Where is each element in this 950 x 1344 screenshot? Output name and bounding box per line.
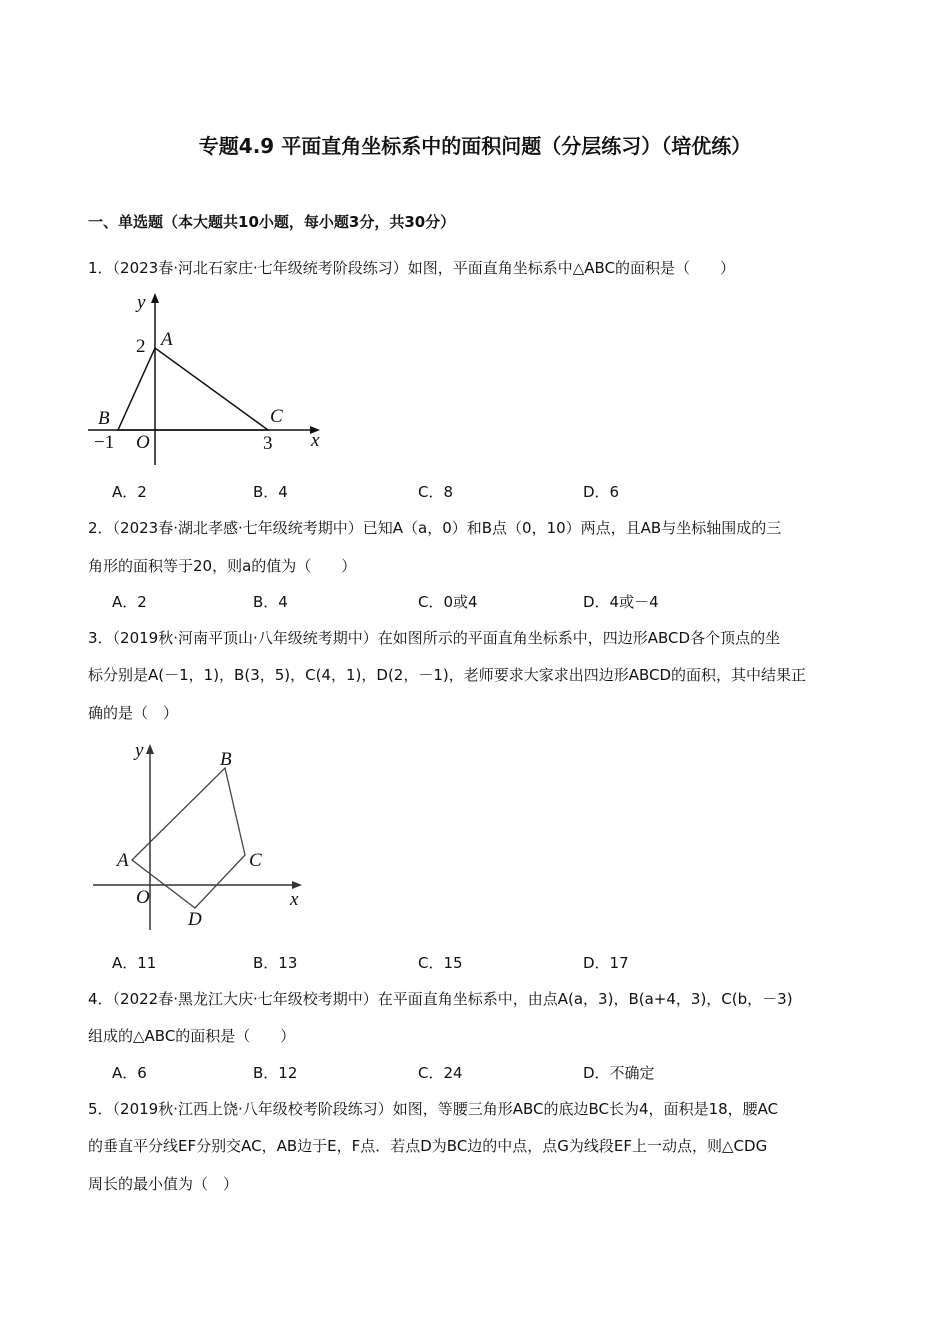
- question-3-text: 标分别是A(－1，1)，B(3，5)，C(4，1)，D(2，－1)，老师要求大家求出四边形ABCD的面积，其中结果正: [88, 666, 807, 684]
- figure-q1-triangle: [88, 292, 320, 465]
- question-3-text: 确的是（ ）: [88, 704, 179, 722]
- question-4-text: 组成的△ABC的面积是（ ）: [88, 1027, 296, 1045]
- question-4-text: 4．（2022春·黑龙江大庆·七年级校考期中）在平面直角坐标系中，由点A(a，3)，B(a+4，3)，C(b，－3): [88, 990, 793, 1008]
- label-d: D: [188, 909, 202, 930]
- option-b[interactable]: B．13: [253, 954, 298, 972]
- option-a[interactable]: A．11: [112, 954, 157, 972]
- label-2: 2: [136, 336, 146, 357]
- question-1-text: 1．（2023春·河北石家庄·七年级统考阶段练习）如图，平面直角坐标系中△ABC的面积是（ ）: [88, 259, 736, 277]
- section-heading: 一、单选题（本大题共10小题，每小题3分，共30分）: [88, 213, 456, 231]
- figure-q3-quadrilateral: [93, 740, 302, 930]
- question-5-text: 的垂直平分线EF分别交AC，AB边于E，F点．若点D为BC边的中点，点G为线段EF上一动点，则△CDG: [88, 1137, 768, 1155]
- label-3: 3: [263, 433, 273, 454]
- label-neg1: −1: [94, 432, 115, 453]
- option-d[interactable]: D．17: [583, 954, 629, 972]
- label-y: y: [137, 292, 146, 313]
- y-arrow-icon: [146, 744, 154, 754]
- label-c: C: [270, 406, 283, 427]
- label-a: A: [117, 850, 129, 871]
- option-a[interactable]: A．2: [112, 483, 147, 501]
- option-a[interactable]: A．6: [112, 1064, 147, 1082]
- option-c[interactable]: C．8: [418, 483, 454, 501]
- option-b[interactable]: B．4: [253, 483, 288, 501]
- option-c[interactable]: C．24: [418, 1064, 463, 1082]
- question-3-text: 3．（2019秋·河南平顶山·八年级统考期中）在如图所示的平面直角坐标系中，四边形ABCD各个顶点的坐: [88, 629, 781, 647]
- option-b[interactable]: B．12: [253, 1064, 298, 1082]
- y-arrow-icon: [151, 293, 159, 303]
- label-x: x: [290, 889, 299, 910]
- triangle-abc: [118, 348, 268, 430]
- question-5-text: 周长的最小值为（ ）: [88, 1175, 239, 1193]
- label-a: A: [161, 329, 173, 350]
- page-title: 专题4.9 平面直角坐标系中的面积问题（分层练习）（培优练）: [198, 134, 752, 158]
- option-d[interactable]: D．4或－4: [583, 593, 659, 611]
- label-y: y: [135, 740, 144, 761]
- option-a[interactable]: A．2: [112, 593, 147, 611]
- option-b[interactable]: B．4: [253, 593, 288, 611]
- option-d[interactable]: D．不确定: [583, 1064, 655, 1082]
- label-b: B: [98, 408, 110, 429]
- option-c[interactable]: C．0或4: [418, 593, 478, 611]
- label-x: x: [311, 430, 320, 451]
- label-b: B: [220, 749, 232, 770]
- question-5-text: 5．（2019秋·江西上饶·八年级校考阶段练习）如图，等腰三角形ABC的底边BC长为4，面积是18，腰AC: [88, 1100, 779, 1118]
- label-o: O: [136, 887, 150, 908]
- question-2-text: 2．（2023春·湖北孝感·七年级统考期中）已知A（a，0）和B点（0，10）两点，且AB与坐标轴围成的三: [88, 519, 782, 537]
- question-2-text: 角形的面积等于20，则a的值为（ ）: [88, 557, 357, 575]
- option-d[interactable]: D．6: [583, 483, 620, 501]
- option-c[interactable]: C．15: [418, 954, 463, 972]
- label-o: O: [136, 432, 150, 453]
- x-arrow-icon: [292, 881, 302, 889]
- label-c: C: [249, 850, 262, 871]
